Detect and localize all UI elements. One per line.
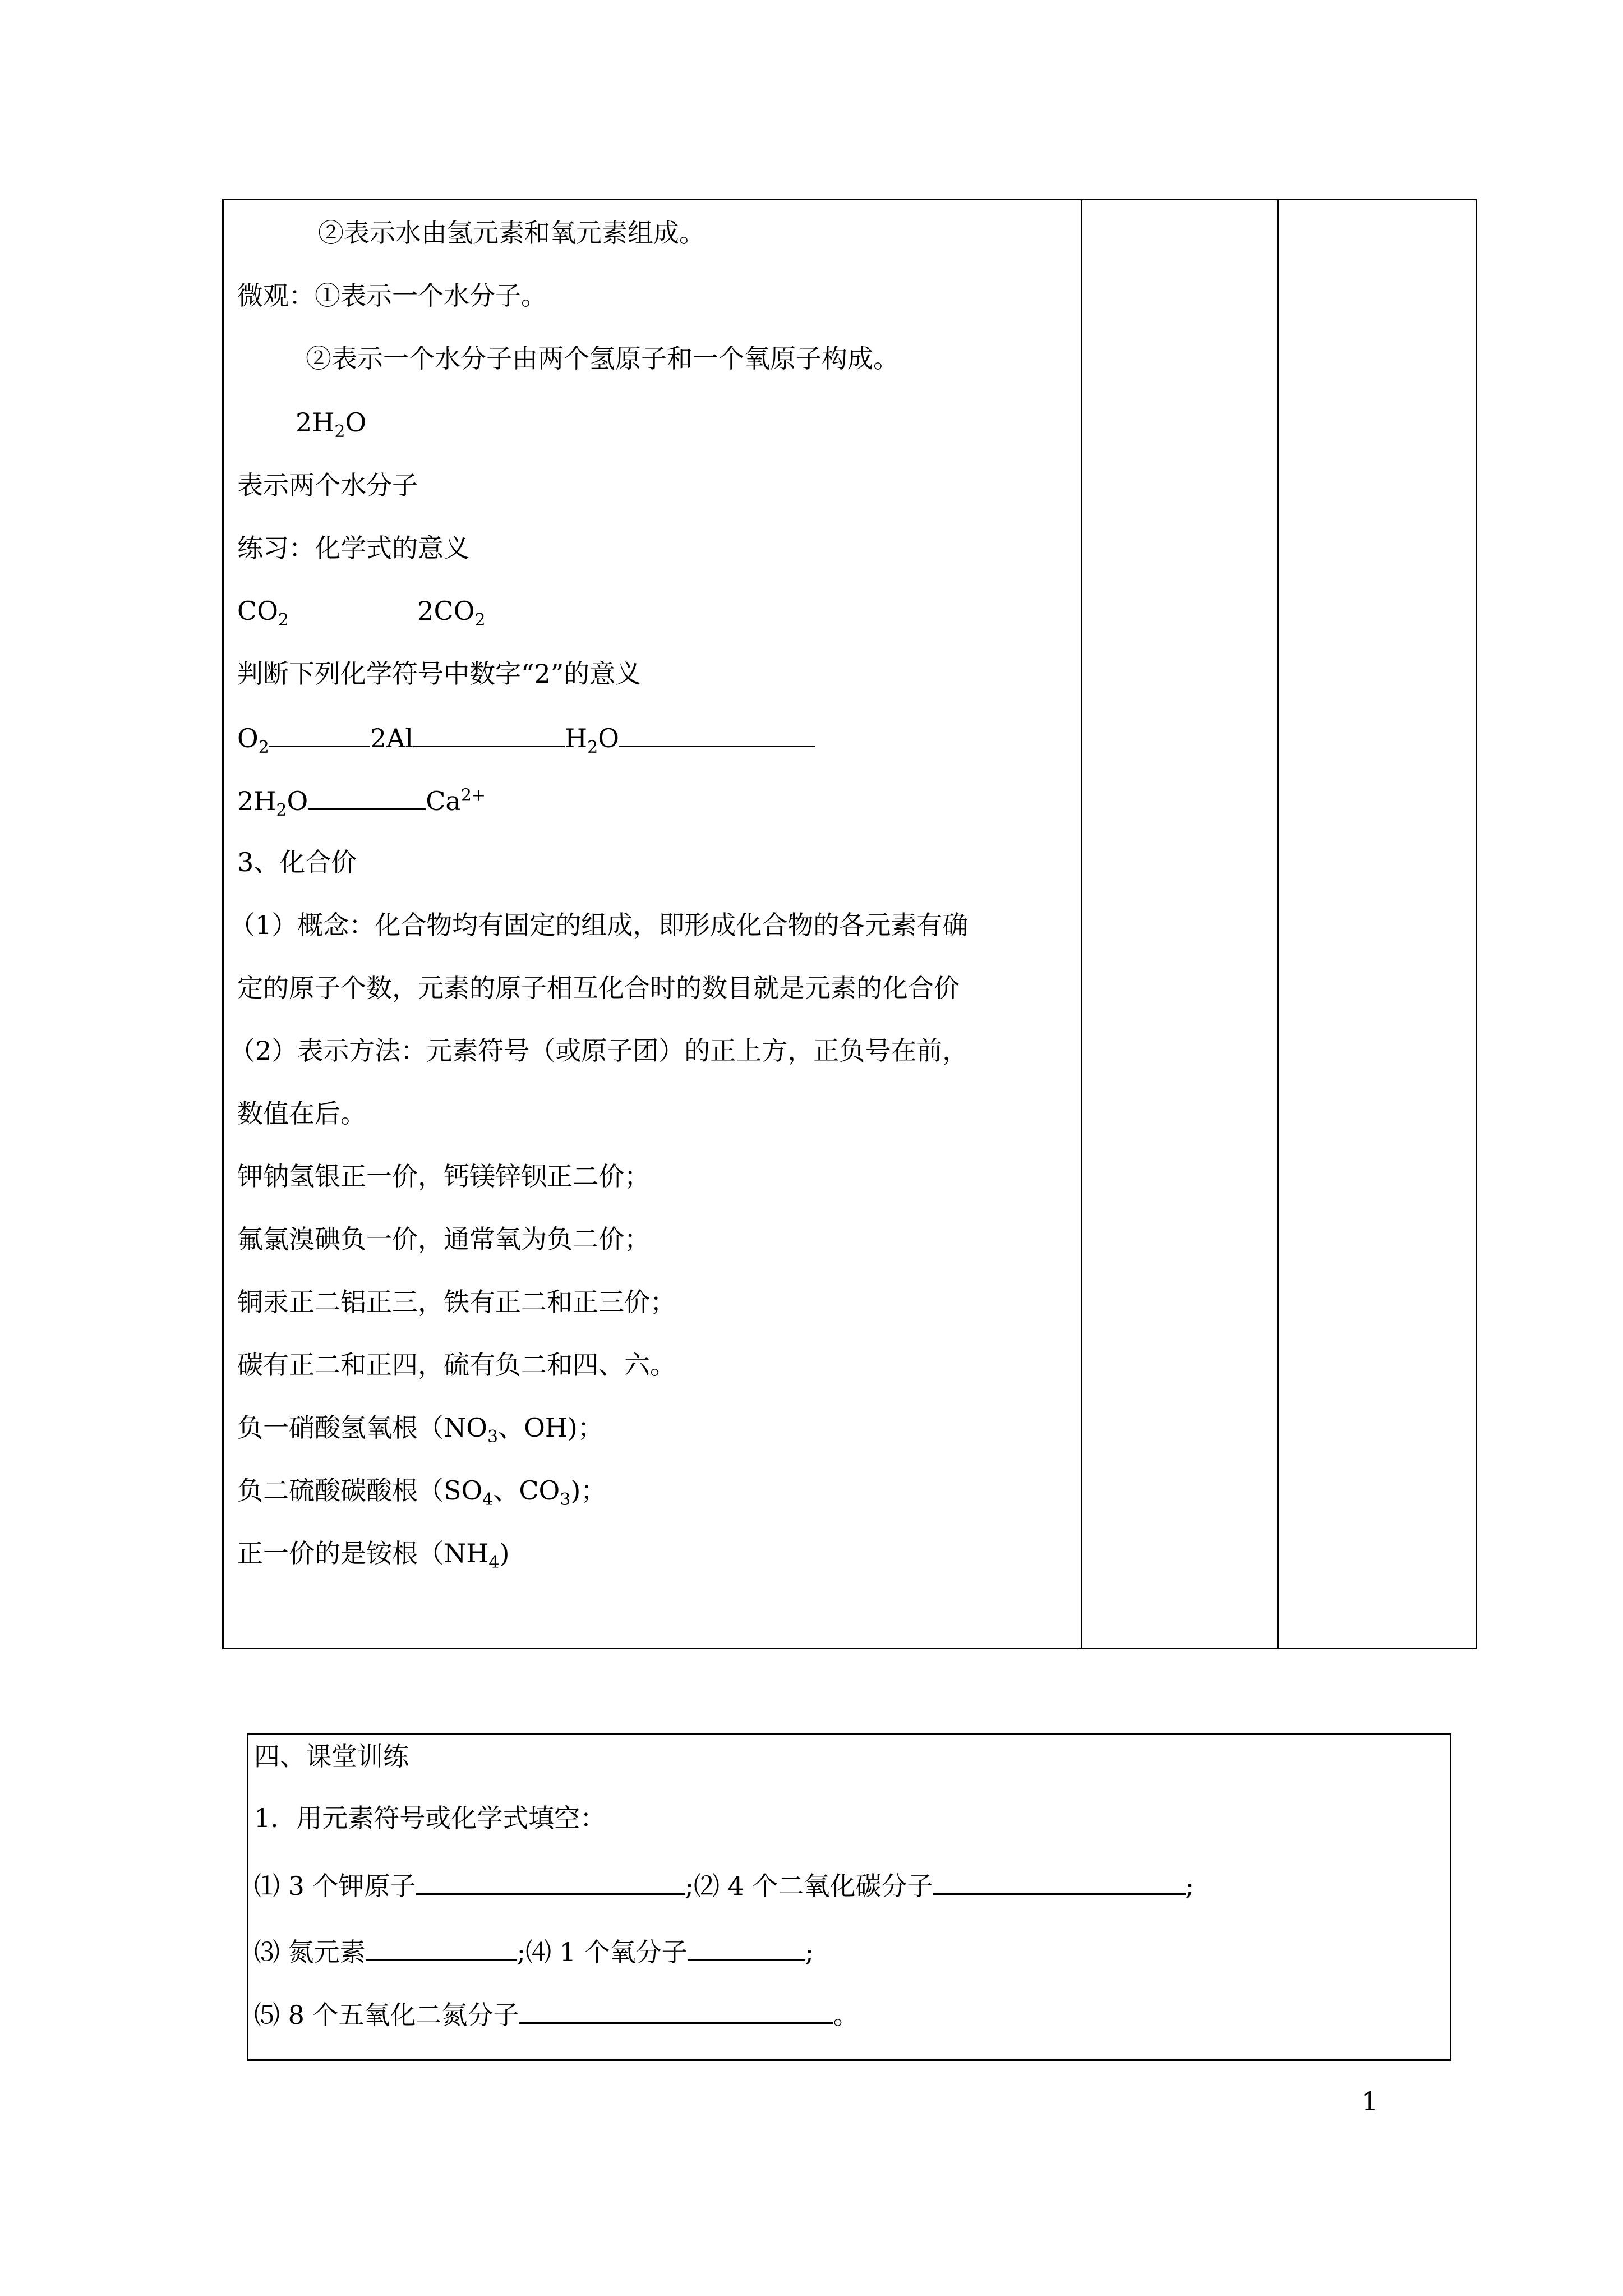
text-line: 铜汞正二铝正三，铁有正二和正三价； — [237, 1287, 676, 1317]
text-line: 微观：①表示一个水分子。 — [237, 280, 547, 311]
question-line: ⑶ 氮元素 ;⑷ 1 个氧分子 ; — [254, 1935, 814, 1968]
text-line: 定的原子个数，元素的原子相互化合时的数目就是元素的化合价 — [237, 973, 960, 1003]
text-line: 钾钠氢银正一价，钙镁锌钡正二价； — [237, 1161, 650, 1191]
text-line: （2）表示方法：元素符号（或原子团）的正上方，正负号在前， — [229, 1036, 969, 1066]
question-text: 1．用元素符号或化学式填空： — [254, 1803, 606, 1833]
answer-blank[interactable] — [619, 721, 815, 747]
formula-line: $2H_2O$ — [296, 407, 367, 442]
answer-blank[interactable] — [413, 721, 565, 747]
text-line: （1）概念：化合物均有固定的组成，即形成化合物的各元素有确 — [229, 910, 969, 940]
column-divider-1 — [1081, 200, 1082, 1648]
content-table — [222, 199, 1477, 1649]
answer-blank[interactable] — [366, 1935, 517, 1961]
text-line: 负一硝酸氢氧根（$NO_3$、OH)； — [237, 1412, 603, 1447]
text-line: 负二硫酸碳酸根（$SO_4$、$CO_3$)； — [237, 1475, 607, 1510]
answer-blank[interactable] — [416, 1869, 685, 1895]
section-heading: 3、化合价 — [237, 847, 357, 877]
formula-line: $CO_2$ $2CO_2$ — [237, 596, 486, 631]
text-line: 判断下列化学符号中数字“2”的意义 — [237, 659, 642, 689]
text-line: 表示两个水分子 — [237, 470, 418, 500]
page-number: 1 — [1362, 2086, 1378, 2116]
answer-blank[interactable] — [688, 1935, 805, 1961]
text-line: 碳有正二和正四，硫有负二和四、六。 — [237, 1350, 676, 1380]
exercise-line: $O_2$ 2Al $H_2O$ — [237, 721, 815, 754]
column-divider-2 — [1277, 200, 1279, 1648]
exercise-line: $2H_2O$ $Ca^{2+}$ — [237, 784, 486, 817]
practice-box — [247, 1733, 1451, 2061]
text-line: 正一价的是铵根$(NH_4)$ — [237, 1538, 510, 1573]
text-line: ②表示一个水分子由两个氢原子和一个氧原子构成。 — [306, 343, 899, 374]
text-line: ②表示水由氢元素和氧元素组成。 — [318, 218, 705, 248]
answer-blank[interactable] — [933, 1869, 1186, 1895]
text-line: 数值在后。 — [237, 1098, 366, 1129]
text-line: 氟氯溴碘负一价，通常氧为负二价； — [237, 1224, 650, 1254]
section-title: 四、课堂训练 — [254, 1741, 409, 1772]
answer-blank[interactable] — [308, 784, 426, 810]
answer-blank[interactable] — [269, 721, 370, 747]
text-line: 练习：化学式的意义 — [237, 533, 469, 563]
question-line: ⑸ 8 个五氧化二氮分子 。 — [254, 1998, 859, 2031]
question-line: ⑴ 3 个钾原子 ;⑵ 4 个二氧化碳分子 ; — [254, 1869, 1194, 1902]
answer-blank[interactable] — [519, 1998, 833, 2024]
